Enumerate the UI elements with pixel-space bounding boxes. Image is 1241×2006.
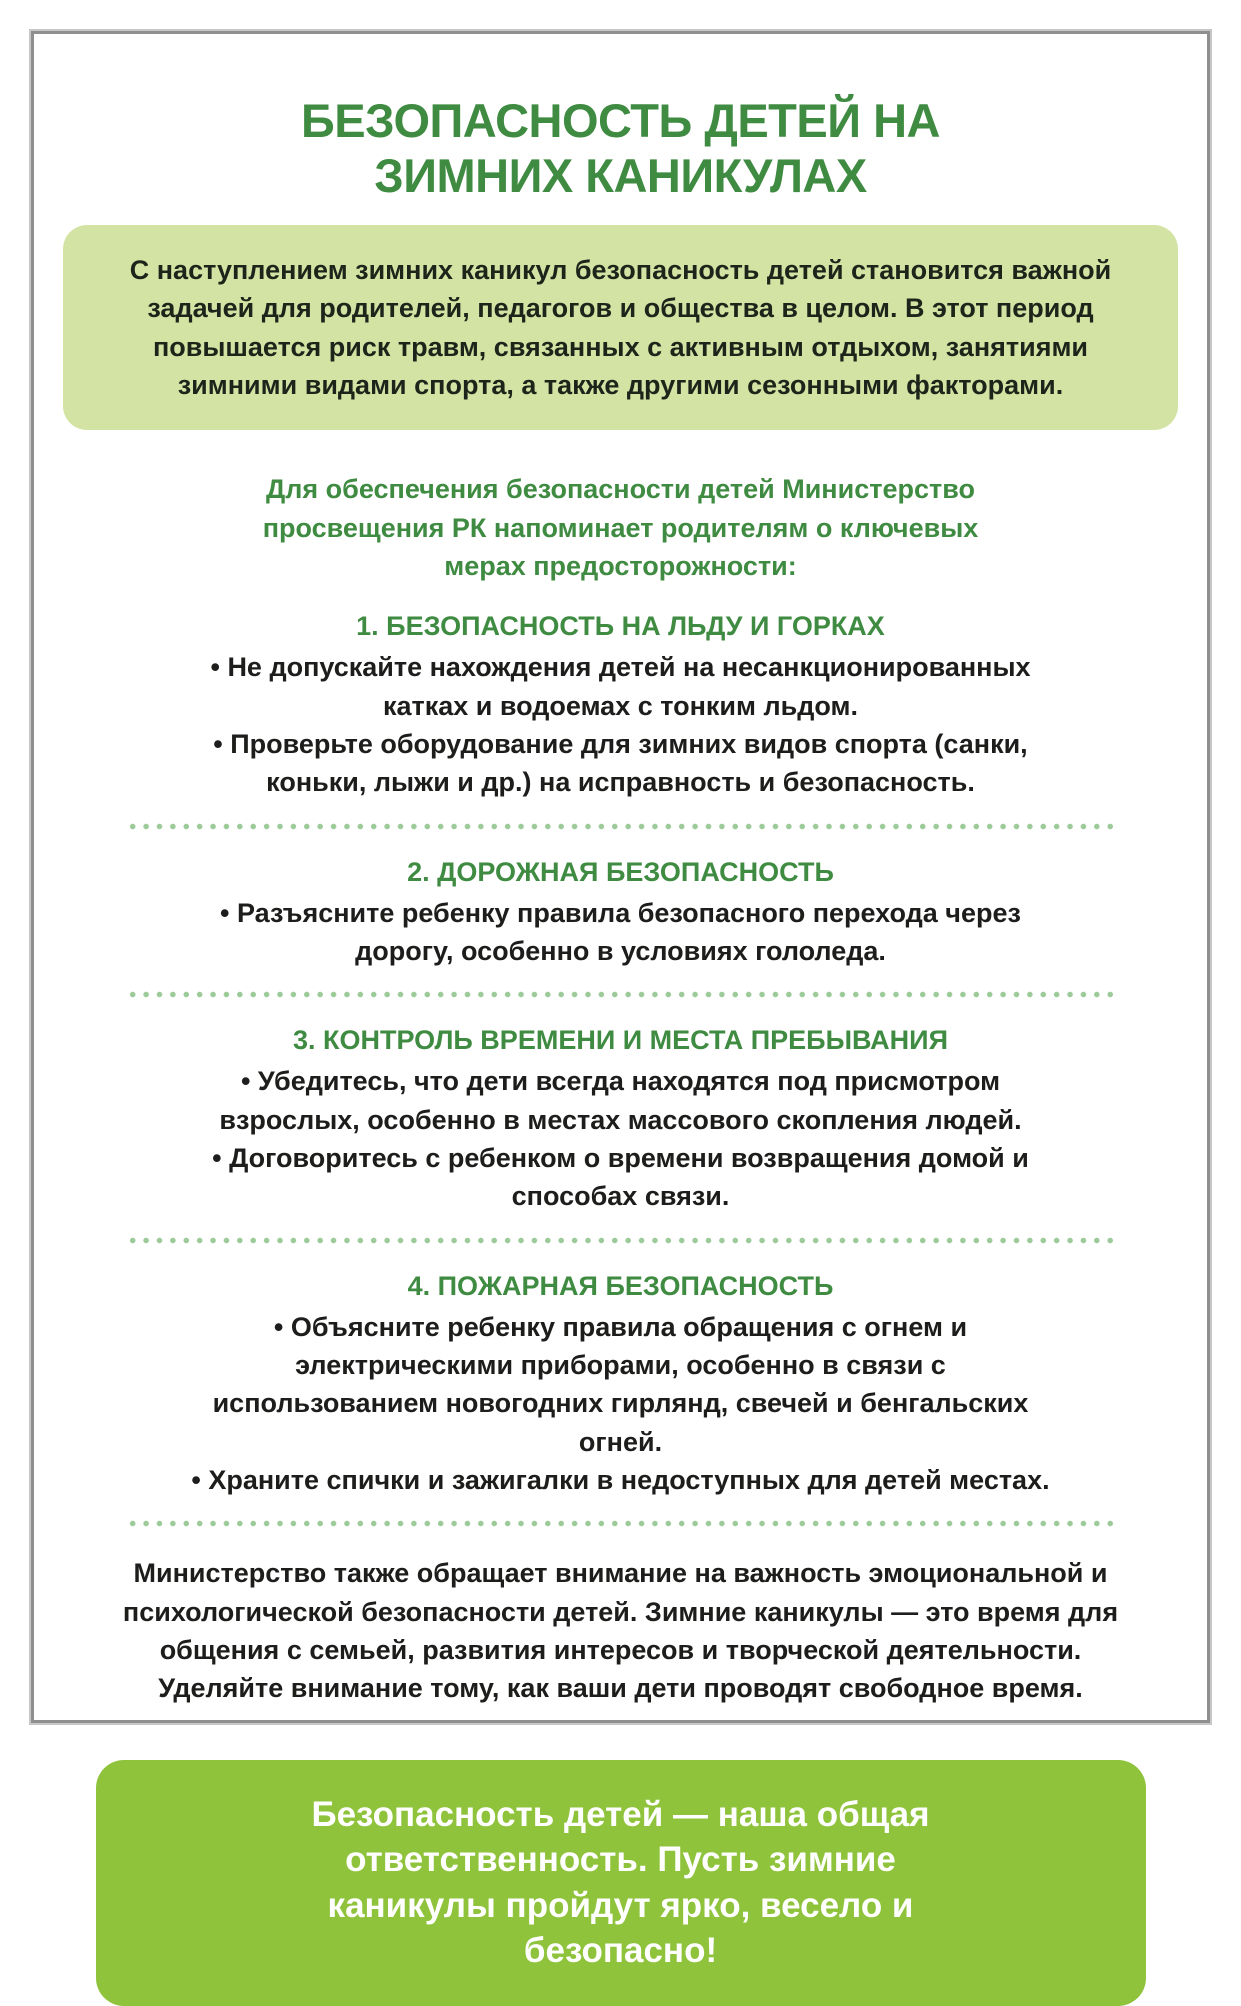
section-heading: 2. ДОРОЖНАЯ БЕЗОПАСНОСТЬ <box>407 856 834 887</box>
closing-paragraph: Министерство также обращает внимание на важность эмоциональной и психологической безопасности детей. Зимние каникулы — это время для общения с семьей, развития интересов и творческой деятельности. Уделяйте внимание тому, как ваши дети проводят свободное время. <box>122 1558 1119 1704</box>
bullet-item: • Храните спички и зажигалки в недоступных для детей местах. <box>188 1461 1053 1499</box>
section-road-safety <box>63 857 1178 971</box>
lead-paragraph: Для обеспечения безопасности детей Министерство просвещения РК напоминает родителям о ключевых мерах предосторожности: <box>262 474 979 581</box>
bullet-item: • Не допускайте нахождения детей на несанкционированных катках и водоемах с тонким льдом. <box>188 648 1053 725</box>
intro-text: С наступлением зимних каникул безопасность детей становится важной задачей для родителей, педагогов и общества в целом. В этот период повышается риск травм, связанных с активным отдыхом, занятиями зимними видами спорта, а также другими сезонными факторами. <box>129 255 1112 401</box>
poster-page <box>38 38 1203 1971</box>
footer-text: Безопасность детей — наша общая ответственность. Пусть зимние каникулы пройдут ярко, весело и безопасно! <box>311 1794 930 1971</box>
bullet-item: • Проверьте оборудование для зимних видов спорта (санки, коньки, лыжи и др.) на исправность и безопасность. <box>188 725 1053 802</box>
dotted-separator <box>126 1519 1116 1528</box>
section-time-control <box>63 1025 1178 1215</box>
page-title-line2: ЗИМНИХ КАНИКУЛАХ <box>374 148 867 202</box>
bullet-item: • Разъясните ребенку правила безопасного перехода через дорогу, особенно в условиях гололеда. <box>188 894 1053 971</box>
section-heading: 3. КОНТРОЛЬ ВРЕМЕНИ И МЕСТА ПРЕБЫВАНИЯ <box>292 1025 948 1056</box>
section-ice-safety <box>63 611 1178 801</box>
bullet-item: • Объясните ребенку правила обращения с огнем и электрическими приборами, особенно в связи с использованием новогодних гирлянд, свечей и бенгальских огней. <box>188 1308 1053 1461</box>
page-title-line1: БЕЗОПАСНОСТЬ ДЕТЕЙ НА <box>301 94 940 147</box>
bullet-item: • Договоритесь с ребенком о времени возвращения домой и способах связи. <box>188 1139 1053 1216</box>
dotted-separator <box>126 1236 1116 1245</box>
bullet-item: • Убедитесь, что дети всегда находятся под присмотром взрослых, особенно в местах массового скопления людей. <box>188 1062 1053 1139</box>
section-heading: 4. ПОЖАРНАЯ БЕЗОПАСНОСТЬ <box>407 1270 834 1301</box>
dotted-separator <box>126 822 1116 831</box>
dotted-separator <box>126 990 1116 999</box>
section-heading: 1. БЕЗОПАСНОСТЬ НА ЛЬДУ И ГОРКАХ <box>356 611 885 642</box>
section-fire-safety <box>63 1271 1178 1500</box>
footer-box <box>96 1760 1146 2006</box>
intro-box <box>63 225 1178 430</box>
page-title <box>63 94 1178 203</box>
